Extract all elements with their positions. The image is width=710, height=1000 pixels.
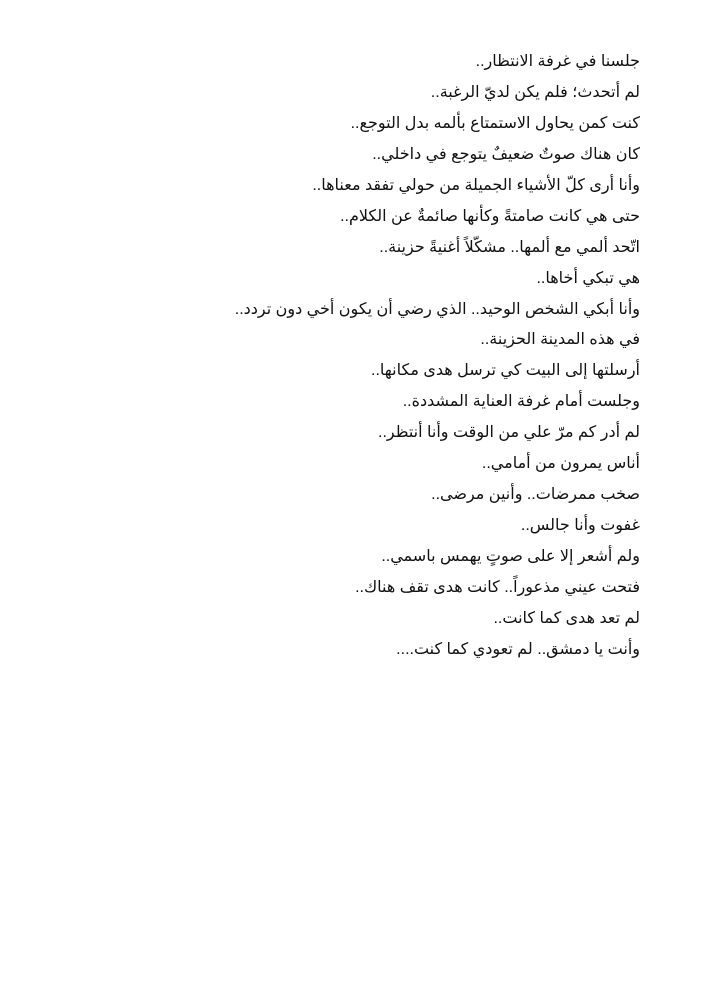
poem-line: أرسلتها إلى البيت كي ترسل هدى مكانها.. <box>371 362 640 380</box>
poem-text <box>140 47 640 666</box>
poem-line: أناس يمرون من أمامي.. <box>481 455 640 473</box>
poem-line: صخب ممرضات.. وأنين مرضى.. <box>431 486 640 504</box>
poem-line: وجلست أمام غرفة العناية المشددة.. <box>402 393 640 411</box>
poem-line: غفوت وأنا جالس.. <box>520 517 640 535</box>
poem-line: اتّحد ألمي مع ألمها.. مشكّلاً أغنيةً حزينة.. <box>379 238 640 256</box>
poem-line: جلسنا في غرفة الانتظار.. <box>475 53 640 70</box>
poem-line: في هذه المدينة الحزينة.. <box>480 331 640 349</box>
poem-line: ولم أشعر إلا على صوتٍ يهمس باسمي.. <box>381 548 640 565</box>
poem-line: كان هناك صوتٌ ضعيفٌ يتوجع في داخلي.. <box>372 145 640 163</box>
poem-line: لم تعد هدى كما كانت.. <box>493 609 640 627</box>
poem-line: وأنا أبكي الشخص الوحيد.. الذي رضي أن يكون أخي دون تردد.. <box>234 300 640 318</box>
poem-line: كنت كمن يحاول الاستمتاع بألمه بدل التوجع.. <box>350 114 640 132</box>
poem-line: حتى هي كانت صامتةً وكأنها صائمةٌ عن الكلام.. <box>340 207 640 225</box>
poem-line: وأنت يا دمشق.. لم تعودي كما كنت.... <box>396 640 640 658</box>
poem-line: فتحت عيني مذعوراً.. كانت هدى تقف هناك.. <box>355 578 640 596</box>
poem-line: هي تبكي أخاها.. <box>536 269 640 287</box>
poem-line: لم أتحدث؛ فلم يكن لديّ الرغبة.. <box>430 83 640 101</box>
poem-line: وأنا أرى كلّ الأشياء الجميلة من حولي تفقد معناها.. <box>312 176 640 194</box>
poem-line: لم أدر كم مرّ علي من الوقت وأنا أنتظر.. <box>378 424 640 442</box>
